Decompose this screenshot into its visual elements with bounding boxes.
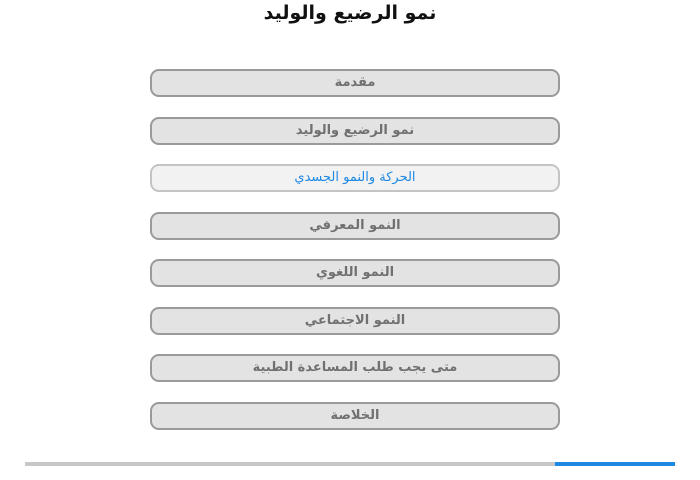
menu-item-language-development[interactable]: النمو اللغوي [150,259,560,287]
chapter-menu [150,69,560,449]
page-title: نمو الرضيع والوليد [263,2,437,24]
menu-item-summary[interactable]: الخلاصة [150,402,560,430]
progress-bar [25,462,675,466]
progress-bar-fill [555,462,675,466]
menu-item-infant-newborn-growth[interactable]: نمو الرضيع والوليد [150,117,560,145]
menu-item-motor-physical-growth[interactable]: الحركة والنمو الجسدي [150,164,560,192]
menu-item-introduction[interactable]: مقدمة [150,69,560,97]
menu-item-when-to-seek-medical-help[interactable]: متى يجب طلب المساعدة الطبية [150,354,560,382]
menu-item-social-development[interactable]: النمو الاجتماعي [150,307,560,335]
menu-item-cognitive-development[interactable]: النمو المعرفي [150,212,560,240]
